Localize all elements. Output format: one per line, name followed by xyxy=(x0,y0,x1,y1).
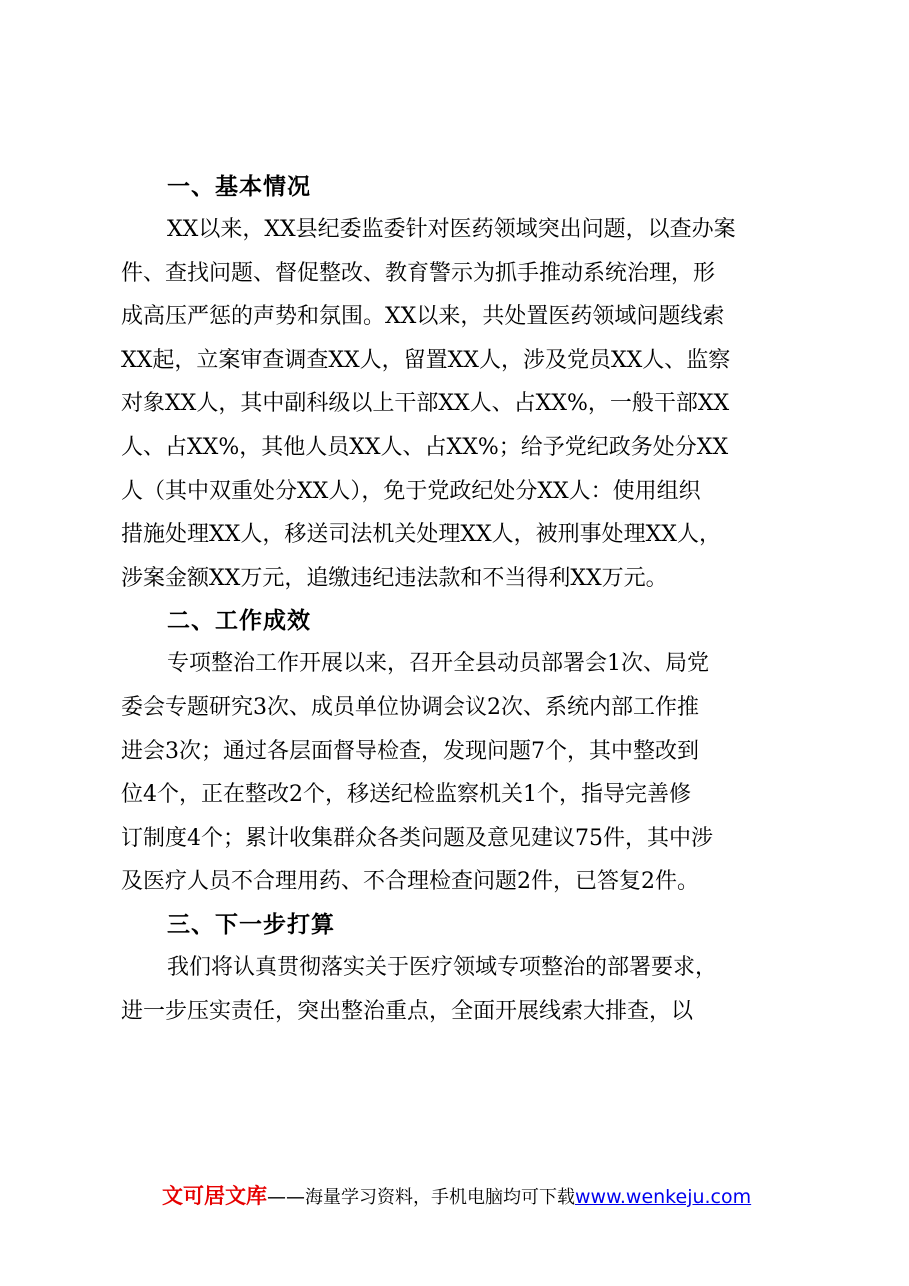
text-line: XX起，立案审查调查XX人，留置XX人，涉及党员XX人、监察 xyxy=(121,347,731,373)
section-heading-work-results: 二、工作成效 xyxy=(167,608,311,635)
text-line: 件、查找问题、督促整改、教育警示为抓手推动系统治理，形 xyxy=(121,260,716,286)
footer-banner xyxy=(162,1180,782,1214)
document-body xyxy=(121,166,789,1033)
text-line: 位4个，正在整改2个，移送纪检监察机关1个，指导完善修 xyxy=(121,782,691,808)
text-line: 对象XX人，其中副科级以上干部XX人、占XX%，一般干部XX xyxy=(121,391,730,417)
text-line: 人、占XX%，其他人员XX人、占XX%；给予党纪政务处分XX xyxy=(121,434,729,460)
section-heading-next-steps: 三、下一步打算 xyxy=(167,911,335,938)
website-link[interactable]: www.wenkeju.com xyxy=(575,1186,752,1208)
paragraph-work-results xyxy=(121,642,789,904)
text-line: 涉案金额XX万元，追缴违纪违法款和不当得利XX万元。 xyxy=(121,565,668,591)
text-line: 措施处理XX人，移送司法机关处理XX人，被刑事处理XX人， xyxy=(121,522,721,548)
text-line: 成高压严惩的声势和氛围。XX以来，共处置医药领域问题线索 xyxy=(121,304,725,330)
footer-tagline: 海量学习资料，手机电脑均可下载 xyxy=(305,1187,575,1208)
text-line: XX以来，XX县纪委监委针对医药领域突出问题，以查办案 xyxy=(167,217,736,242)
paragraph-basic-situation xyxy=(121,208,789,600)
section-heading-basic-situation: 一、基本情况 xyxy=(167,174,311,200)
text-line: 及医疗人员不合理用药、不合理检查问题2件，已答复2件。 xyxy=(121,869,699,895)
brand-name: 文可居文库 xyxy=(162,1184,267,1208)
text-line: 进会3次；通过各层面督导检查，发现问题7个，其中整改到 xyxy=(121,738,699,764)
text-line: 订制度4个；累计收集群众各类问题及意见建议75件，其中涉 xyxy=(121,825,713,851)
text-line: 专项整治工作开展以来，召开全县动员部署会1次、局党 xyxy=(167,651,709,677)
text-line: 委会专题研究3次、成员单位协调会议2次、系统内部工作推 xyxy=(121,694,699,720)
footer-dash: —— xyxy=(267,1186,305,1208)
text-line: 人（其中双重处分XX人），免于党政纪处分XX人：使用组织 xyxy=(121,478,701,504)
text-line: 进一步压实责任，突出整治重点，全面开展线索大排查，以 xyxy=(121,998,694,1024)
text-line: 我们将认真贯彻落实关于医疗领域专项整治的部署要求， xyxy=(167,954,718,980)
paragraph-next-steps xyxy=(121,946,789,1033)
